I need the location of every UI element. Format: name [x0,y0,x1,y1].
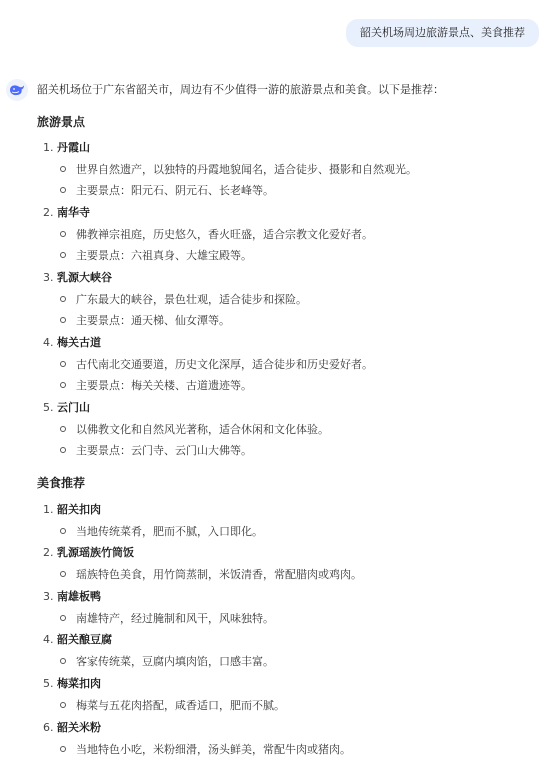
bullet-circle-icon [60,702,66,708]
item-number: 4. [43,336,54,349]
list-item-bullet: 广东最大的峡谷，景色壮观，适合徒步和探险。 [60,290,307,310]
item-name: 梅关古道 [57,336,101,349]
list-item-title [43,587,101,607]
bullet-circle-icon [60,746,66,752]
item-name: 乳源瑶族竹筒饭 [57,546,134,559]
list-item-bullet: 梅菜与五花肉搭配，咸香适口，肥而不腻。 [60,696,285,716]
section-title-attractions: 旅游景点 [37,115,86,129]
list-item-bullet: 世界自然遗产，以独特的丹霞地貌闻名，适合徒步、摄影和自然观光。 [60,160,417,180]
item-number: 2. [43,206,54,219]
bullet-circle-icon [60,252,66,258]
bullet-circle-icon [60,447,66,453]
list-item-bullet: 主要景点：梅关关楼、古道遗迹等。 [60,376,252,396]
list-item-title [43,203,90,223]
list-item-bullet: 佛教禅宗祖庭，历史悠久，香火旺盛，适合宗教文化爱好者。 [60,225,373,245]
list-item-bullet: 以佛教文化和自然风光著称，适合休闲和文化体验。 [60,420,329,440]
bullet-circle-icon [60,231,66,237]
section-title-food: 美食推荐 [37,476,86,490]
item-name: 云门山 [57,401,90,414]
bullet-circle-icon [60,166,66,172]
list-item-bullet: 当地传统菜肴，肥而不腻，入口即化。 [60,522,263,542]
whale-logo-icon [9,84,25,96]
list-item-bullet: 主要景点：通天梯、仙女潭等。 [60,311,230,331]
list-item-bullet: 当地特色小吃，米粉细滑，汤头鲜美，常配牛肉或猪肉。 [60,740,351,760]
user-message-bubble: 韶关机场周边旅游景点、美食推荐 [346,19,539,47]
bullet-circle-icon [60,426,66,432]
assistant-avatar [6,79,28,101]
item-number: 5. [43,677,54,690]
item-number: 1. [43,503,54,516]
item-number: 6. [43,721,54,734]
item-number: 3. [43,271,54,284]
list-item-title [43,543,134,563]
list-item-bullet: 主要景点：阳元石、阴元石、长老峰等。 [60,181,274,201]
list-item-bullet: 古代南北交通要道，历史文化深厚，适合徒步和历史爱好者。 [60,355,373,375]
item-name: 韶关酿豆腐 [57,633,112,646]
bullet-circle-icon [60,382,66,388]
list-item-title [43,674,101,694]
bullet-circle-icon [60,571,66,577]
answer-intro: 韶关机场位于广东省韶关市，周边有不少值得一游的旅游景点和美食。以下是推荐： [37,83,444,96]
item-name: 南华寺 [57,206,90,219]
item-name: 南雄板鸭 [57,590,101,603]
item-number: 1. [43,141,54,154]
item-number: 5. [43,401,54,414]
list-item-bullet: 主要景点：云门寺、云门山大佛等。 [60,441,252,461]
item-name: 乳源大峡谷 [57,271,112,284]
item-name: 丹霞山 [57,141,90,154]
bullet-circle-icon [60,317,66,323]
bullet-circle-icon [60,187,66,193]
list-item-title [43,500,101,520]
item-number: 2. [43,546,54,559]
list-item-title [43,138,90,158]
item-name: 梅菜扣肉 [57,677,101,690]
bullet-circle-icon [60,615,66,621]
list-item-title [43,333,101,353]
list-item-bullet: 南雄特产，经过腌制和风干，风味独特。 [60,609,274,629]
assistant-answer [37,80,537,756]
item-name: 韶关米粉 [57,721,101,734]
list-item-bullet: 瑶族特色美食，用竹筒蒸制，米饭清香，常配腊肉或鸡肉。 [60,565,362,585]
item-number: 3. [43,590,54,603]
list-item-title [43,630,112,650]
item-name: 韶关扣肉 [57,503,101,516]
list-item-title [43,268,112,288]
bullet-circle-icon [60,528,66,534]
list-item-bullet: 客家传统菜，豆腐内填肉馅，口感丰富。 [60,652,274,672]
item-number: 4. [43,633,54,646]
user-message-row [346,19,539,47]
list-item-bullet: 主要景点：六祖真身、大雄宝殿等。 [60,246,252,266]
bullet-circle-icon [60,361,66,367]
list-item-title [43,718,101,738]
list-item-title [43,398,90,418]
bullet-circle-icon [60,296,66,302]
bullet-circle-icon [60,658,66,664]
